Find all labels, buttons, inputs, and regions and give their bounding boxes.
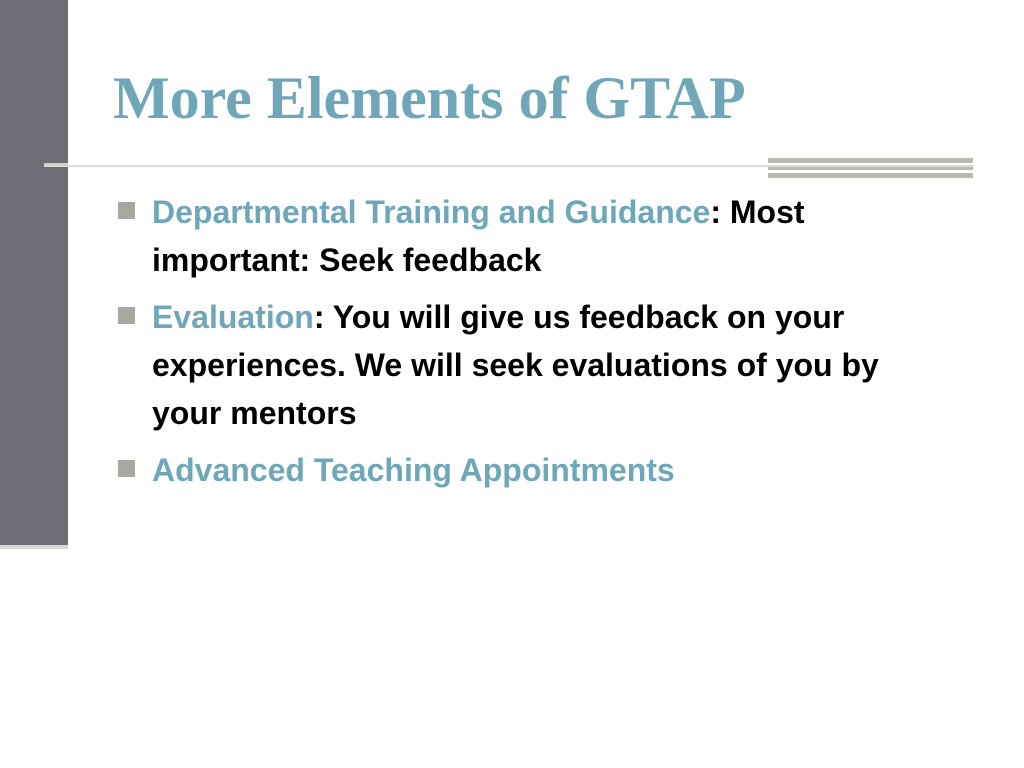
accent-stripe-bottom — [768, 173, 973, 178]
sidebar-shadow — [0, 545, 68, 549]
bullet-body: : You will give us feedback on your experiences. We will seek evaluations of you by your mentors — [152, 299, 879, 431]
accent-stripe-top — [768, 158, 973, 163]
accent-stripe-middle — [768, 167, 973, 170]
list-item — [114, 446, 944, 494]
square-bullet-icon — [118, 202, 135, 219]
bullet-body: : Most important: Seek feedback — [152, 194, 805, 278]
list-item — [114, 293, 944, 437]
bullet-heading: Advanced Teaching Appointments — [152, 452, 675, 488]
slide-title: More Elements of GTAP — [113, 65, 746, 131]
bullet-heading: Evaluation — [152, 299, 314, 335]
list-item — [114, 188, 944, 284]
divider-left-tick — [44, 163, 68, 165]
square-bullet-icon — [118, 460, 135, 477]
bullet-list — [114, 188, 944, 503]
bullet-heading: Departmental Training and Guidance — [152, 194, 711, 230]
left-sidebar-decoration — [0, 0, 68, 545]
square-bullet-icon — [118, 307, 135, 324]
